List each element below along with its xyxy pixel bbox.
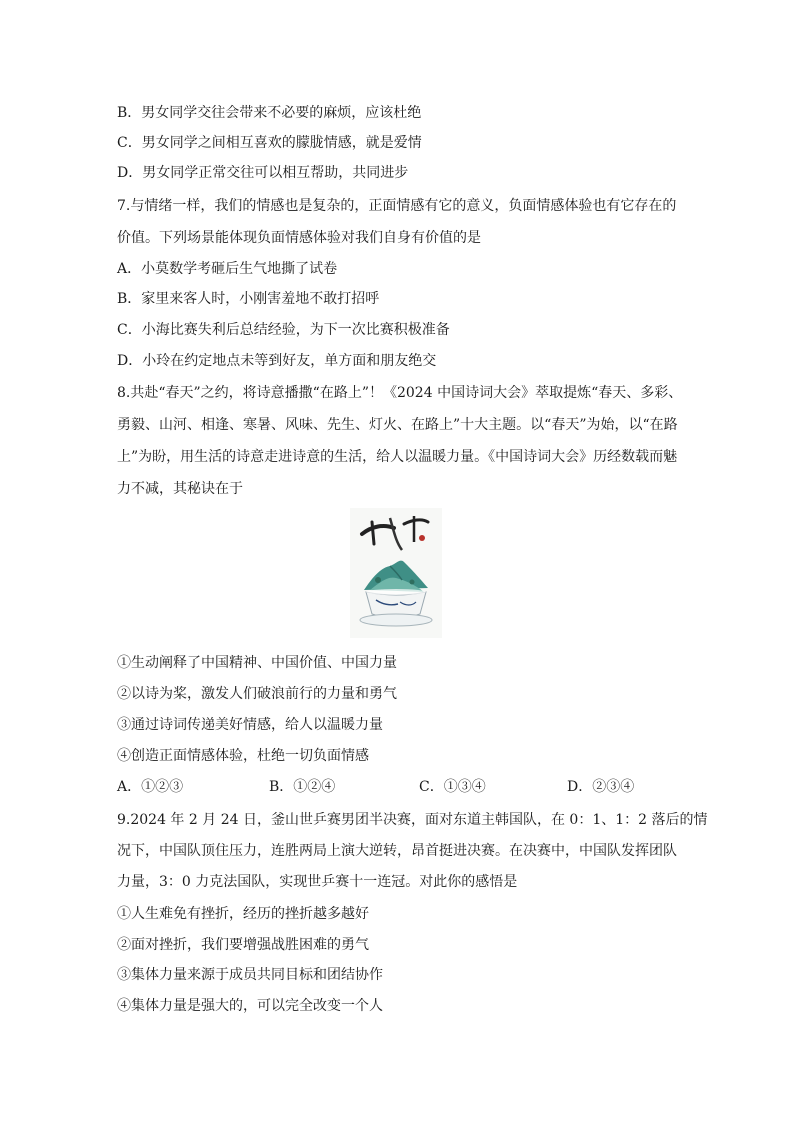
q8-choice-a: A．①②③ — [117, 779, 184, 795]
q6-option-b: B．男女同学交往会带来不必要的麻烦，应该杜绝 — [117, 105, 422, 121]
q7-stem-line-1: 7.与情绪一样，我们的情感也是复杂的，正面情感有它的意义，负面情感体验也有它存在的 — [117, 198, 677, 214]
q6-option-d: D．男女同学正常交往可以相互帮助，共同进步 — [117, 165, 409, 181]
q8-statement-3: ③通过诗词传递美好情感，给人以温暖力量 — [117, 717, 383, 733]
q9-stem-line-3: 力量，3：0 力克法国队，实现世乒赛十一连冠。对此你的感悟是 — [117, 874, 518, 890]
q8-statement-2: ②以诗为桨，激发人们破浪前行的力量和勇气 — [117, 686, 397, 702]
q9-stem-line-1: 9.2024 年 2 月 24 日，釜山世乒赛男团半决赛，面对东道主韩国队，在 0：1、1：2 落后的情 — [117, 812, 708, 828]
q7-stem-line-2: 价值。下列场景能体现负面情感体验对我们自身有价值的是 — [117, 230, 481, 246]
teacup-mountain-icon — [350, 508, 442, 638]
q9-statement-3: ③集体力量来源于成员共同目标和团结协作 — [117, 967, 383, 983]
q8-choice-b: B．①②④ — [269, 779, 336, 795]
q7-option-b: B．家里来客人时，小刚害羞地不敢打招呼 — [117, 291, 380, 307]
q9-statement-1: ①人生难免有挫折，经历的挫折越多越好 — [117, 906, 369, 922]
q9-statement-4: ④集体力量是强大的，可以完全改变一个人 — [117, 998, 383, 1014]
q6-option-c: C．男女同学之间相互喜欢的朦胧情感，就是爱情 — [117, 135, 422, 151]
q7-option-c: C．小海比赛失利后总结经验，为下一次比赛积极准备 — [117, 322, 450, 338]
poetry-conference-illustration — [350, 508, 442, 638]
q8-statement-4: ④创造正面情感体验，杜绝一切负面情感 — [117, 748, 369, 764]
q9-statement-2: ②面对挫折，我们要增强战胜困难的勇气 — [117, 937, 369, 953]
q9-stem-line-2: 况下，中国队顶住压力，连胜两局上演大逆转，昂首挺进决赛。在决赛中，中国队发挥团队 — [117, 843, 677, 859]
q8-choice-d: D．②③④ — [567, 779, 635, 795]
q7-option-a: A．小莫数学考砸后生气地撕了试卷 — [117, 261, 338, 277]
q8-statement-1: ①生动阐释了中国精神、中国价值、中国力量 — [117, 655, 397, 671]
q8-choice-c: C．①③④ — [419, 779, 486, 795]
q7-option-d: D．小玲在约定地点未等到好友，单方面和朋友绝交 — [117, 353, 437, 369]
q8-stem-line-2: 勇毅、山河、相逢、寒暑、风味、先生、灯火、在路上”十大主题。以“春天”为始，以“在路 — [117, 417, 678, 433]
q8-stem-line-1: 8.共赴“春天”之约，将诗意播撒“在路上”！《2024 中国诗词大会》萃取提炼“春天、多彩、 — [117, 385, 683, 401]
q8-stem-line-3: 上”为盼，用生活的诗意走进诗意的生活，给人以温暖力量。《中国诗词大会》历经数载而魅 — [117, 449, 678, 465]
q8-stem-line-4: 力不减，其秘诀在于 — [117, 481, 243, 497]
